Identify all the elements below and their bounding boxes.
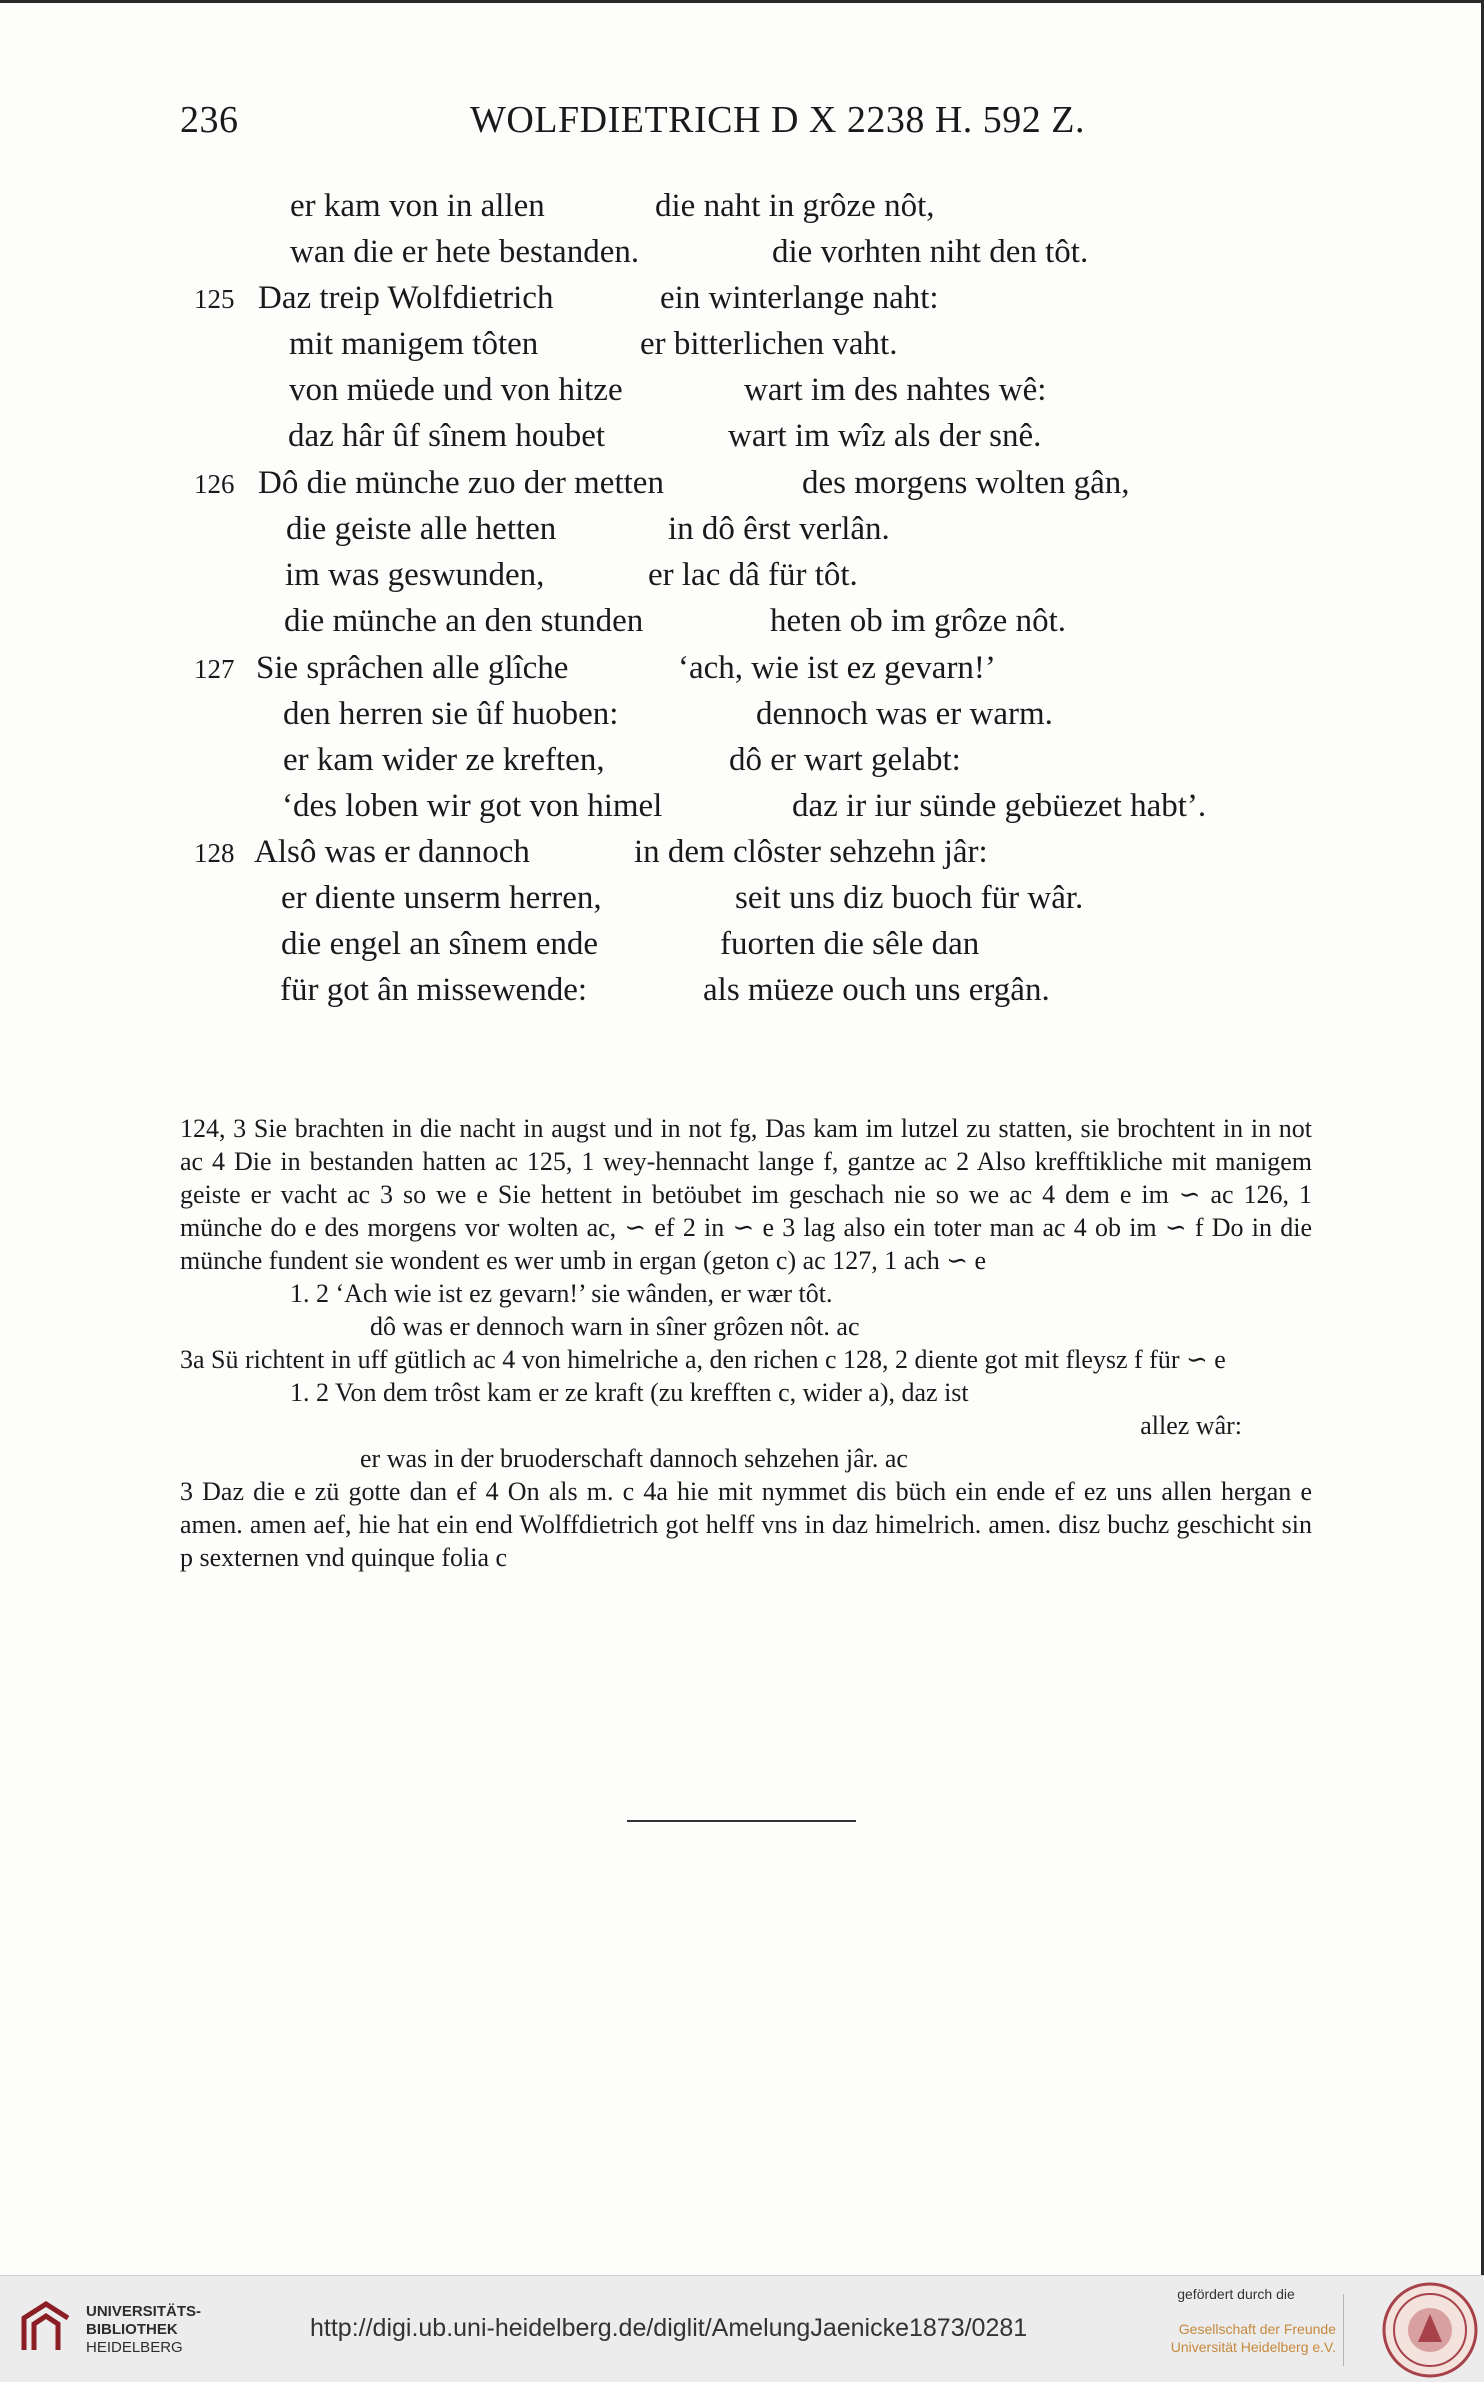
apparatus-note: allez wâr: <box>1140 1411 1242 1440</box>
verse-line <box>0 603 1484 649</box>
verse-second-half: wart im wîz als der snê. <box>728 418 1042 454</box>
verse-second-half: dô er wart gelabt: <box>729 742 961 778</box>
verse-block <box>0 188 1484 1038</box>
verse-second-half: in dô êrst verlân. <box>668 511 890 547</box>
verse-first-half: mit manigem tôten <box>289 326 539 362</box>
critical-apparatus <box>180 1112 1312 1712</box>
apparatus-note: er was in der bruoderschaft dannoch sehzehen jâr. ac <box>360 1444 908 1473</box>
verse-first-half: von müede und von hitze <box>289 372 623 408</box>
apparatus-note: dô was er dennoch warn in sîner grôzen nôt. ac <box>370 1312 860 1341</box>
page-header <box>180 98 1330 148</box>
verse-second-half: ‘ach, wie ist ez gevarn!’ <box>678 650 996 686</box>
library-name-line: HEIDELBERG <box>86 2339 183 2356</box>
verse-second-half: er lac dâ für tôt. <box>648 557 858 593</box>
verse-line <box>0 372 1484 418</box>
stanza-number: 125 <box>194 284 235 314</box>
verse-line <box>0 788 1484 834</box>
apparatus-note: 3 Daz die e zü gotte dan ef 4 On als m. c 4a hie mit nymmet dis büch ein ende ef ez uns allen hergan e amen. amen aef, hie hat ein end Wolffdietrich got helff vns in daz himelrich. amen. disz buchz geschicht sin p sexternen vnd quinque folia c <box>180 1477 1312 1572</box>
university-seal-icon <box>1380 2280 1480 2380</box>
frame-top <box>0 0 1484 3</box>
verse-first-half: die engel an sînem ende <box>281 926 599 962</box>
footer-divider <box>1343 2294 1344 2366</box>
apparatus-note: 1. 2 ‘Ach wie ist ez gevarn!’ sie wânden, er wær tôt. <box>290 1279 833 1308</box>
footer-bar <box>0 2275 1484 2382</box>
sponsor-lead: gefördert durch die <box>1177 2286 1295 2302</box>
stanza-number: 127 <box>194 654 235 684</box>
verse-line <box>0 465 1484 511</box>
verse-line <box>0 972 1484 1018</box>
verse-line <box>0 650 1484 696</box>
sponsor-block <box>1036 2286 1336 2356</box>
verse-second-half: seit uns diz buoch für wâr. <box>735 880 1084 916</box>
verse-second-half: die vorhten niht den tôt. <box>772 234 1089 270</box>
verse-first-half: die geiste alle hetten <box>286 511 557 547</box>
stanza-number: 128 <box>194 838 235 868</box>
library-name-line: BIBLIOTHEK <box>86 2321 178 2338</box>
verse-line <box>0 234 1484 280</box>
sponsor-org-line: Universität Heidelberg e.V. <box>1170 2339 1336 2355</box>
apparatus-note: 3a Sü richtent in uff gütlich ac 4 von himelriche a, den richen c 128, 2 diente got mit fleysz f für ∽ e <box>180 1345 1226 1374</box>
verse-line <box>0 557 1484 603</box>
apparatus-note: 124, 3 Sie brachten in die nacht in augst und in not fg, Das kam im lutzel zu statten, sie brochtent in in not ac 4 Die in bestanden hatten ac 125, 1 wey-hennacht lange f, gantze ac 2 Also krefftikliche mit manigem geiste er vacht ac 3 so we e Sie hettent in betöubet im geschach nie so we ac 4 dem e im ∽ ac 126, 1 münche do e des morgens vor wolten ac, ∽ ef 2 in ∽ e 3 lag also ein toter man ac 4 ob im ∽ f Do in die münche fundent sie wondent es wer umb in ergan (geton c) ac 127, 1 ach ∽ e <box>180 1114 1312 1275</box>
verse-line <box>0 188 1484 234</box>
verse-second-half: heten ob im grôze nôt. <box>770 603 1067 639</box>
library-name-line: UNIVERSITÄTS- <box>86 2303 202 2320</box>
verse-second-half: wart im des nahtes wê: <box>744 372 1047 408</box>
page-number: 236 <box>180 99 239 141</box>
verse-first-half: daz hâr ûf sînem houbet <box>288 418 606 454</box>
verse-second-half: fuorten die sêle dan <box>720 926 980 962</box>
verse-second-half: die naht in grôze nôt, <box>655 188 935 224</box>
closing-rule <box>627 1820 856 1822</box>
verse-first-half: er diente unserm herren, <box>281 880 602 916</box>
verse-line <box>0 926 1484 972</box>
verse-line <box>0 418 1484 464</box>
sponsor-org-line: Gesellschaft der Freunde <box>1178 2321 1336 2337</box>
verse-line <box>0 880 1484 926</box>
verse-first-half: er kam wider ze kreften, <box>283 742 605 778</box>
verse-first-half: ‘des loben wir got von himel <box>282 788 663 824</box>
verse-first-half: Sie sprâchen alle glîche <box>256 650 569 686</box>
stanza-number: 126 <box>194 469 235 499</box>
sponsor-org <box>1036 2320 1336 2356</box>
verse-first-half: Dô die münche zuo der metten <box>258 465 664 501</box>
verse-first-half: wan die er hete bestanden. <box>290 234 640 270</box>
verse-second-half: des morgens wolten gân, <box>802 465 1130 501</box>
apparatus-note: 1. 2 Von dem trôst kam er ze kraft (zu krefften c, wider a), daz ist <box>290 1378 969 1407</box>
verse-first-half: er kam von in allen <box>290 188 545 224</box>
verse-second-half: daz ir iur sünde gebüezet habt’. <box>792 788 1207 824</box>
verse-first-half: Daz treip Wolfdietrich <box>258 280 554 316</box>
verse-line <box>0 280 1484 326</box>
verse-line <box>0 834 1484 880</box>
verse-line <box>0 511 1484 557</box>
verse-second-half: als müeze ouch uns ergân. <box>703 972 1050 1008</box>
verse-line <box>0 696 1484 742</box>
running-title: WOLFDIETRICH D X 2238 H. 592 Z. <box>470 99 1086 141</box>
verse-first-half: die münche an den stunden <box>284 603 644 639</box>
verse-second-half: er bitterlichen vaht. <box>640 326 898 362</box>
verse-first-half: im was geswunden, <box>285 557 545 593</box>
verse-first-half: Alsô was er dannoch <box>254 834 530 870</box>
verse-second-half: ein winterlange naht: <box>660 280 939 316</box>
verse-first-half: den herren sie ûf huoben: <box>283 696 619 732</box>
verse-second-half: in dem clôster sehzehn jâr: <box>634 834 988 870</box>
verse-line <box>0 326 1484 372</box>
university-library-logo-icon <box>16 2298 76 2358</box>
permalink-url[interactable]: http://digi.ub.uni-heidelberg.de/diglit/AmelungJaenicke1873/0281 <box>310 2314 1028 2342</box>
verse-line <box>0 742 1484 788</box>
library-name <box>86 2303 201 2357</box>
verse-first-half: für got ân missewende: <box>280 972 588 1008</box>
verse-second-half: dennoch was er warm. <box>756 696 1053 732</box>
